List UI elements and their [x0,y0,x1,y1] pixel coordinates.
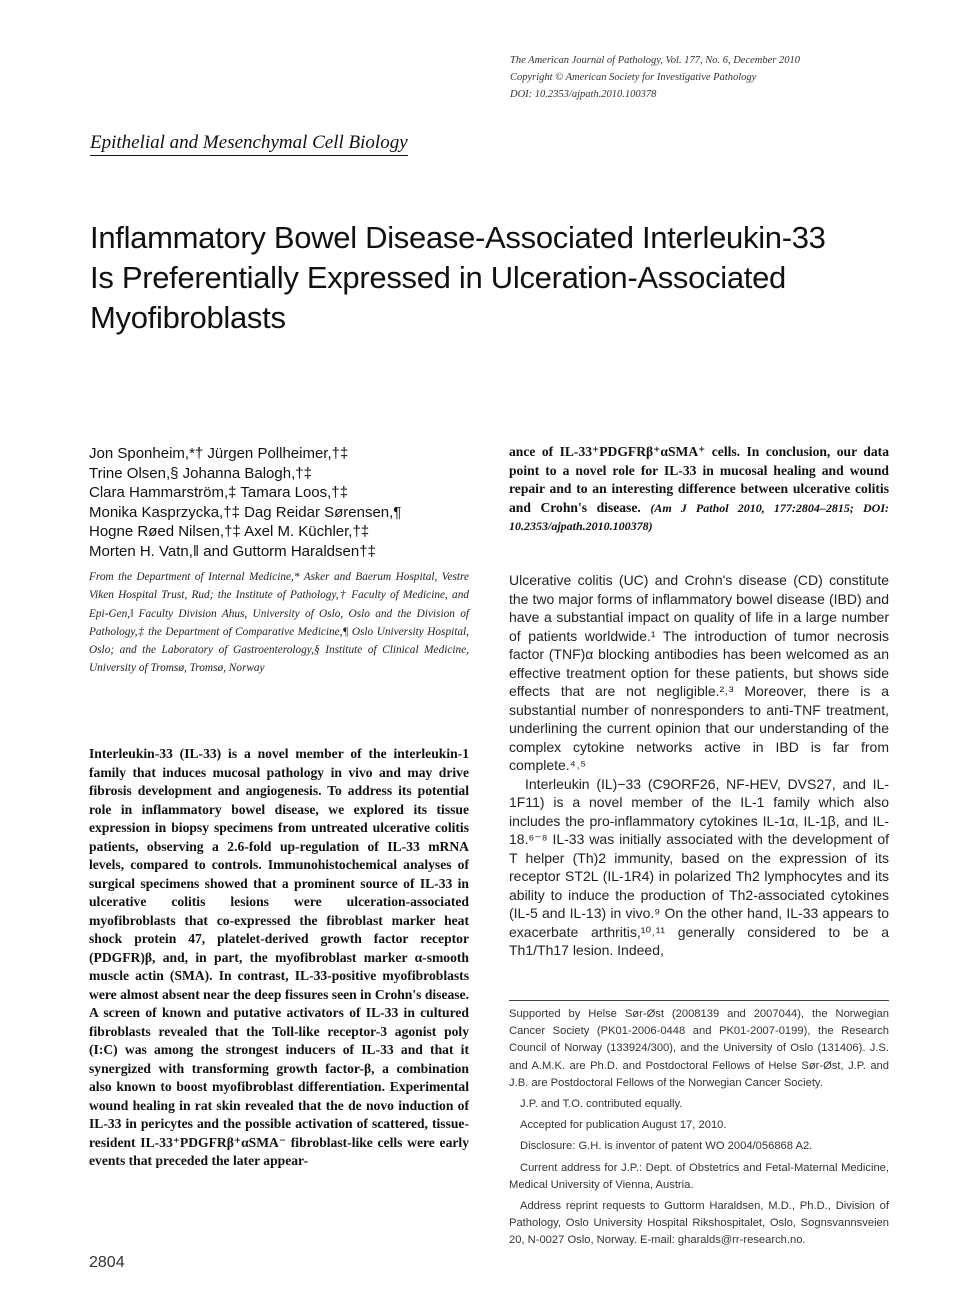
abstract-column-right [509,443,889,536]
author-line: Trine Olsen,§ Johanna Balogh,†‡ [89,464,312,482]
article-title [90,218,910,338]
footnote-divider [509,1000,889,1001]
author-list [89,444,489,561]
footnote-accepted: Accepted for publication August 17, 2010. [520,1119,727,1132]
abstract-column-left: Interleukin-33 (IL-33) is a novel member of the interleukin-1 family that induces mucosal pathology in vivo and may drive fibrosis development and angiogenesis. To address its potential role in inflammatory bowel disease, we explored its tissue expression in biopsy specimens from untreated ulcerative colitis patients, observing a 2.6-fold up-regulation of IL-33 mRNA levels, compared to controls. Immunohistochemical analyses of surgical specimens showed that a prominent source of IL-33 in ulcerative colitis lesions were ulceration-associated myofibroblasts that co-expressed the fibroblast marker heat shock protein 47, platelet-derived growth factor receptor (PDGFR)β, and, in part, the myofibroblast marker α-smooth muscle actin (SMA). In contrast, IL-33-positive myofibroblasts were almost absent near the deep fissures seen in Crohn's disease. A screen of known and putative activators of IL-33 in cultured fibroblasts revealed that the Toll-like receptor-3 agonist poly (I:C) was among the strongest inducers of IL-33 and that it synergized with transforming growth factor-β, a combination also known to boost myofibroblast differentiation. Experimental wound healing in rat skin revealed that the de novo induction of IL-33 in pericytes and the possible activation of scattered, tissue-resident IL-33⁺PDGFRβ⁺αSMA⁻ fibroblast-like cells were early events that preceded the later appear- [89,746,470,1168]
journal-doi: DOI: 10.2353/ajpath.2010.100378 [510,89,657,100]
intro-paragraph-2: Interleukin (IL)−33 (C9ORF26, NF-HEV, DVS27, and IL-1F11) is a novel member of the IL-1 family which also includes the pro-inflammatory cytokines IL-1α, IL-1β, and IL-18.⁶⁻⁸ IL-33 was initially associated with the development of T helper (Th)2 immunity, based on the expression of its receptor ST2L (IL-1R4) in polarized Th2 lymphocytes and its ability to induce the production of Th2-associated cytokines (IL-5 and IL-13) in vivo.⁹ On the other hand, IL-33 appears to exacerbate arthritis,¹⁰˒¹¹ generally considered to be a Th1/Th17 lesion. Indeed, [509,775,889,958]
abstract-continuation: ance of IL-33⁺PDGFRβ⁺αSMA⁺ cells. In conclusion, our data point to a novel role for IL-33 in mucosal healing and wound repair and to an interesting difference between ulcerative colitis and Crohn's disease. [509,444,889,515]
author-line: Hogne Røed Nilsen,†‡ Axel M. Küchler,†‡ [89,523,370,540]
footnote-equal-contribution: J.P. and T.O. contributed equally. [520,1098,683,1111]
footnotes [509,1006,889,1254]
author-line: Morten H. Vatn,‖ and Guttorm Haraldsen†‡ [89,542,376,560]
footnote-current-address: Current address for J.P.: Dept. of Obstetrics and Fetal-Maternal Medicine, Medical University of Vienna, Austria. [509,1161,889,1191]
author-line: Jon Sponheim,*† Jürgen Pollheimer,†‡ [89,445,349,462]
title-line-2: Is Preferentially Expressed in Ulceration-Associated [90,260,786,295]
journal-citation: The American Journal of Pathology, Vol. 177, No. 6, December 2010 [510,55,800,66]
journal-copyright: Copyright © American Society for Investigative Pathology [510,72,757,83]
author-line: Monika Kasprzycka,†‡ Dag Reidar Sørensen,¶ [89,503,402,521]
footnote-disclosure: Disclosure: G.H. is inventor of patent WO 2004/056868 A2. [520,1140,813,1153]
footnote-support: Supported by Helse Sør-Øst (2008139 and 2007044), the Norwegian Cancer Society (PK01-2006-0448 and PK01-2007-0199), the Research Council of Norway (133924/300), and the University of Oslo (131406). J.S. and A.M.K. are Ph.D. and Postdoctoral Fellows of Helse Sør-Øst, J.P. and J.B. are Postdoctoral Fellows of the Norwegian Cancer Society. [509,1008,889,1089]
footnote-reprint-address: Address reprint requests to Guttorm Haraldsen, M.D., Ph.D., Division of Pathology, Oslo University Hospital Rikshospitalet, Oslo, Sognsvannsveien 20, N-0027 Oslo, Norway. E-mail: gharalds@rr-research.no. [509,1200,889,1247]
title-line-3: Myofibroblasts [90,300,286,335]
journal-header [510,52,910,103]
title-line-1: Inflammatory Bowel Disease-Associated Interleukin-33 [90,220,826,255]
section-heading: Epithelial and Mesenchymal Cell Biology [90,132,408,156]
intro-paragraph-1: Ulcerative colitis (UC) and Crohn's disease (CD) constitute the two major forms of inflammatory bowel disease (IBD) and have a substantial impact on quality of life in a large number of patients worldwide.¹ The introduction of tumor necrosis factor (TNF)α blocking antibodies has been welcomed as an effective treatment option for these patients, but shows side effects that are not negligible.²˒³ Moreover, there is a substantial number of nonresponders to anti-TNF treatment, underlining the current opinion that our understanding of the complex cytokine networks active in IBD is far from complete.⁴˒⁵ [509,572,889,773]
affiliation: From the Department of Internal Medicine,* Asker and Baerum Hospital, Vestre Viken Hospital Trust, Rud; the Institute of Pathology,† Faculty of Medicine, and Epi-Gen,‖ Faculty Division Ahus, University of Oslo, Oslo and the Division of Pathology,‡ the Department of Comparative Medicine,¶ Oslo University Hospital, Oslo; and the Laboratory of Gastroenterology,§ Institute of Clinical Medicine, University of Tromsø, Tromsø, Norway [89,571,469,675]
page-number: 2804 [89,1254,125,1271]
introduction [509,571,889,960]
abstract-citation: (Am J Pathol 2010, 177:2804–2815; DOI: 10.2353/ajpath.2010.100378) [509,500,890,533]
author-line: Clara Hammarström,‡ Tamara Loos,†‡ [89,484,348,501]
